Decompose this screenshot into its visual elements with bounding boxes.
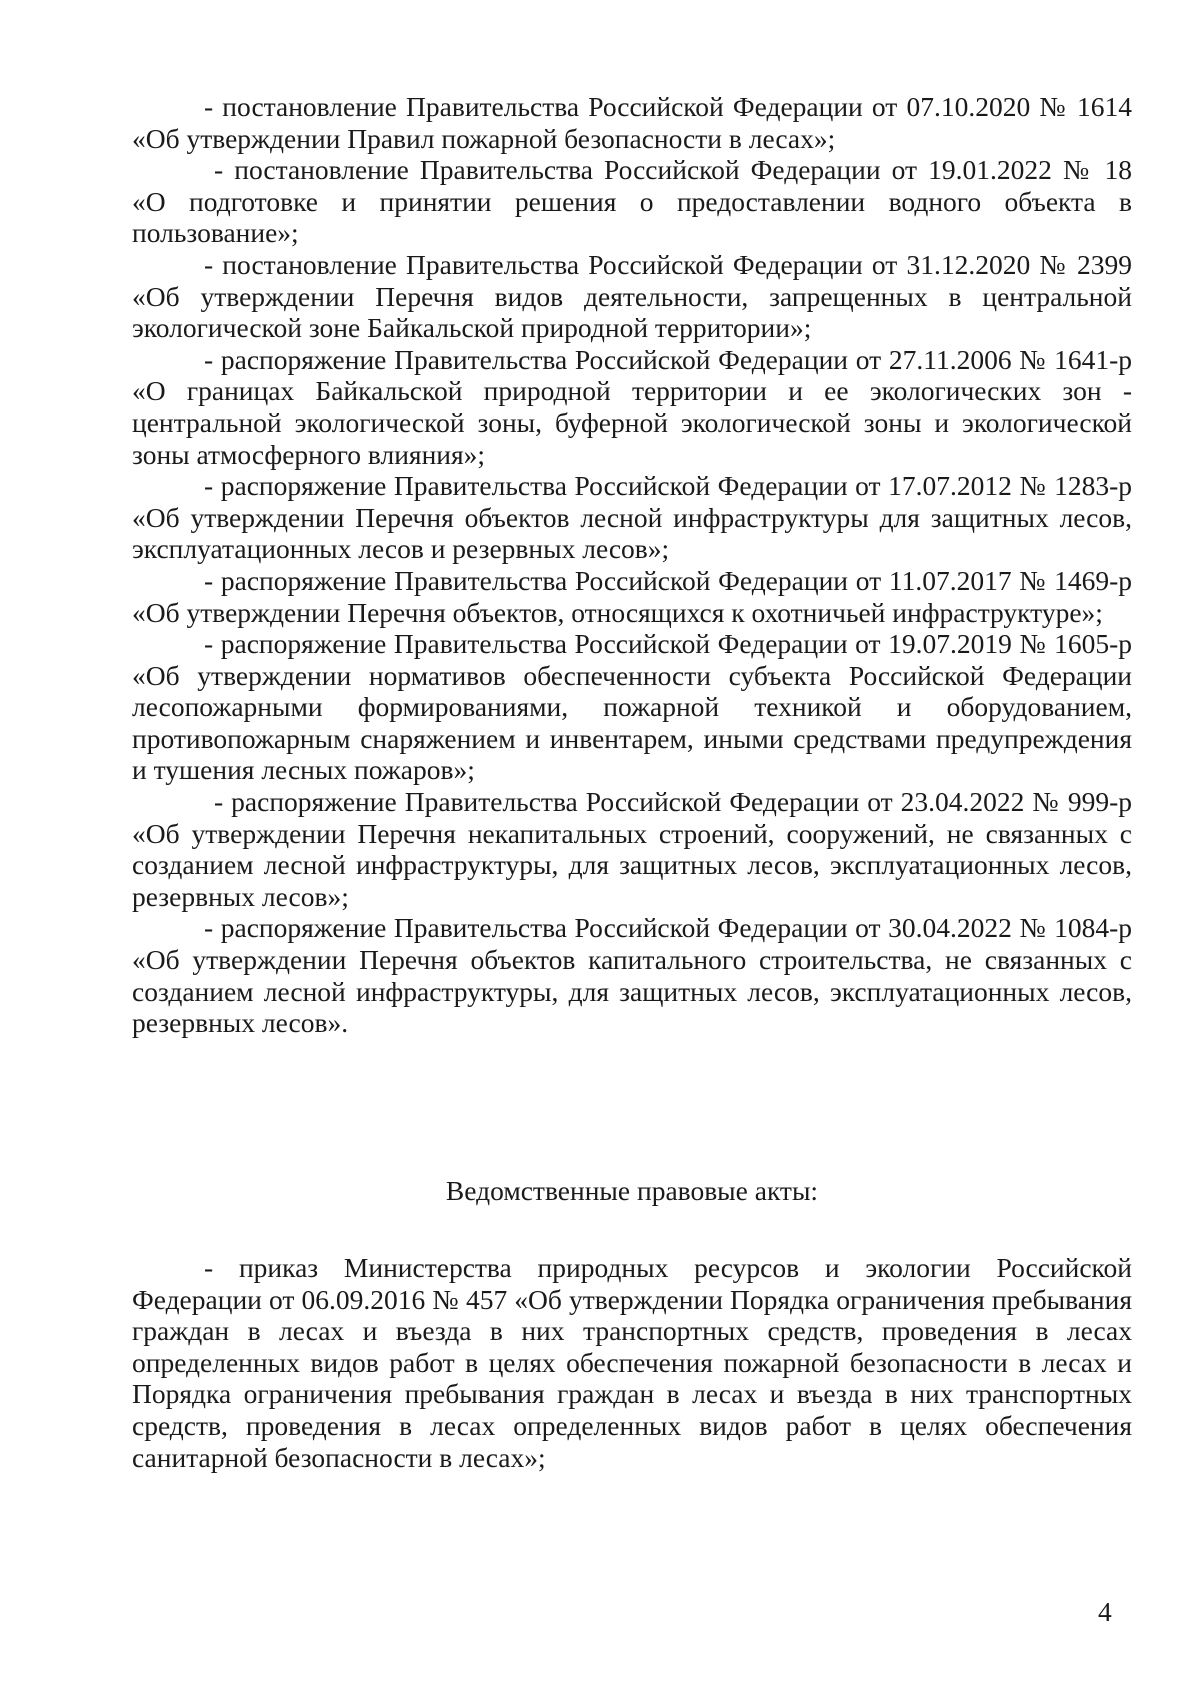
list-item: - распоряжение Правительства Российской Федерации от 27.11.2006 № 1641-р «О границах Байкальской природной территории и ее экологических зон - центральной экологической зоны, буферной экологической зоны и экологической зоны атмосферного влияния»;: [132, 343, 1132, 470]
section-heading: Ведомственные правовые акты:: [445, 1175, 819, 1206]
government-acts-list: [132, 91, 1132, 1039]
list-item: - постановление Правительства Российской Федерации от 07.10.2020 № 1614 «Об утверждении Правил пожарной безопасности в лесах»;: [132, 91, 1132, 154]
list-item: - распоряжение Правительства Российской Федерации от 19.07.2019 № 1605-р «Об утверждении нормативов обеспеченности субъекта Российской Федерации лесопожарными формированиями, пожарной техникой и оборудованием, противопожарным снаряжением и инвентарем, иными средствами предупреждения и тушения лесных пожаров»;: [132, 628, 1132, 786]
list-item: - распоряжение Правительства Российской Федерации от 30.04.2022 № 1084-р «Об утверждении Перечня объектов капитального строительства, не связанных с созданием лесной инфраструктуры, для защитных лесов, эксплуатационных лесов, резервных лесов».: [132, 912, 1132, 1039]
list-item: - постановление Правительства Российской Федерации от 19.01.2022 № 18 «О подготовке и принятии решения о предоставлении водного объекта в пользование»;: [132, 154, 1132, 249]
list-item: - постановление Правительства Российской Федерации от 31.12.2020 № 2399 «Об утверждении Перечня видов деятельности, запрещенных в центральной экологической зоне Байкальской природной территории»;: [132, 248, 1132, 344]
list-item: - распоряжение Правительства Российской Федерации от 23.04.2022 № 999-р «Об утверждении Перечня некапитальных строений, сооружений, не связанных с созданием лесной инфраструктуры, для защитных лесов, эксплуатационных лесов, резервных лесов»;: [132, 786, 1132, 912]
list-item: - приказ Министерства природных ресурсов и экологии Российской Федерации от 06.09.2016 № 457 «Об утверждении Порядка ограничения пребывания граждан в лесах и въезда в них транспортных средств, проведения в лесах определенных видов работ в целях обеспечения пожарной безопасности в лесах и Порядка ограничения пребывания граждан в лесах и въезда в них транспортных средств, проведения в лесах определенных видов работ в целях обеспечения санитарной безопасности в лесах»;: [132, 1252, 1132, 1473]
list-item: - распоряжение Правительства Российской Федерации от 17.07.2012 № 1283-р «Об утверждении Перечня объектов лесной инфраструктуры для защитных лесов, эксплуатационных лесов и резервных лесов»;: [132, 470, 1132, 565]
list-item: - распоряжение Правительства Российской Федерации от 11.07.2017 № 1469-р «Об утверждении Перечня объектов, относящихся к охотничьей инфраструктуре»;: [132, 564, 1132, 628]
page-number: 4: [1098, 1596, 1112, 1627]
departmental-acts-list: [132, 1252, 1132, 1473]
